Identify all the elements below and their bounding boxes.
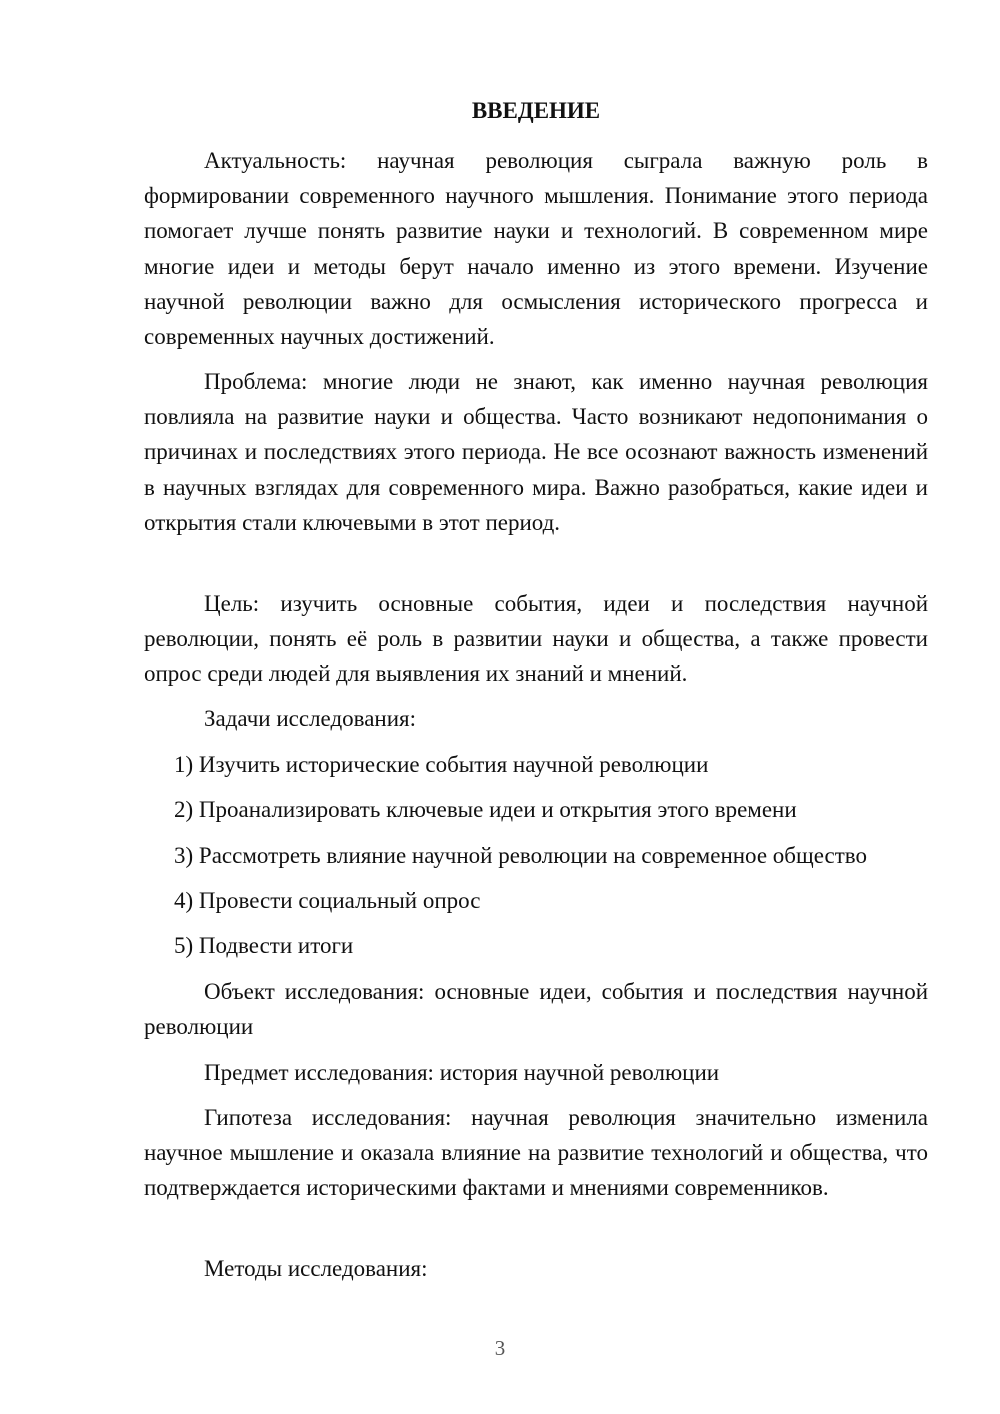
problem-paragraph: Проблема: многие люди не знают, как именно научная революция повлияла на развитие науки и общества. Часто возникают недопонимания о причинах и последствиях этого периода. Не все осознают важность изменений в научных взглядах для современного мира. Важно разобраться, какие идеи и открытия стали ключевыми в этот период. [144, 369, 928, 535]
subject-line: Предмет исследования: история научной революции [204, 1060, 720, 1085]
task-item: 1) Изучить исторические события научной революции [174, 752, 709, 777]
page-title: ВВЕДЕНИЕ [471, 98, 601, 123]
goal-paragraph: Цель: изучить основные события, идеи и последствия научной революции, понять её роль в развитии науки и общества, а также провести опрос среди людей для выявления их знаний и мнений. [144, 591, 928, 687]
relevance-paragraph: Актуальность: научная революция сыграла важную роль в формировании современного научного мышления. Понимание этого периода помогает лучше понять развитие науки и технологий. В современном мире многие идеи и методы берут начало именно из этого времени. Изучение научной революции важно для осмысления исторического прогресса и современных научных достижений. [144, 148, 928, 350]
methods-heading: Методы исследования: [204, 1256, 428, 1281]
hypothesis-paragraph: Гипотеза исследования: научная революция значительно изменила научное мышление и оказала влияние на развитие технологий и общества, что подтверждается историческими фактами и мнениями современников. [144, 1105, 928, 1201]
page-number: 3 [494, 1336, 506, 1360]
object-paragraph: Объект исследования: основные идеи, события и последствия научной революции [144, 979, 928, 1040]
task-item: 3) Рассмотреть влияние научной революции на современное общество [174, 843, 867, 868]
task-item: 2) Проанализировать ключевые идеи и открытия этого времени [174, 797, 797, 822]
tasks-heading: Задачи исследования: [204, 706, 417, 731]
task-item: 4) Провести социальный опрос [174, 888, 481, 913]
task-item: 5) Подвести итоги [174, 933, 354, 958]
